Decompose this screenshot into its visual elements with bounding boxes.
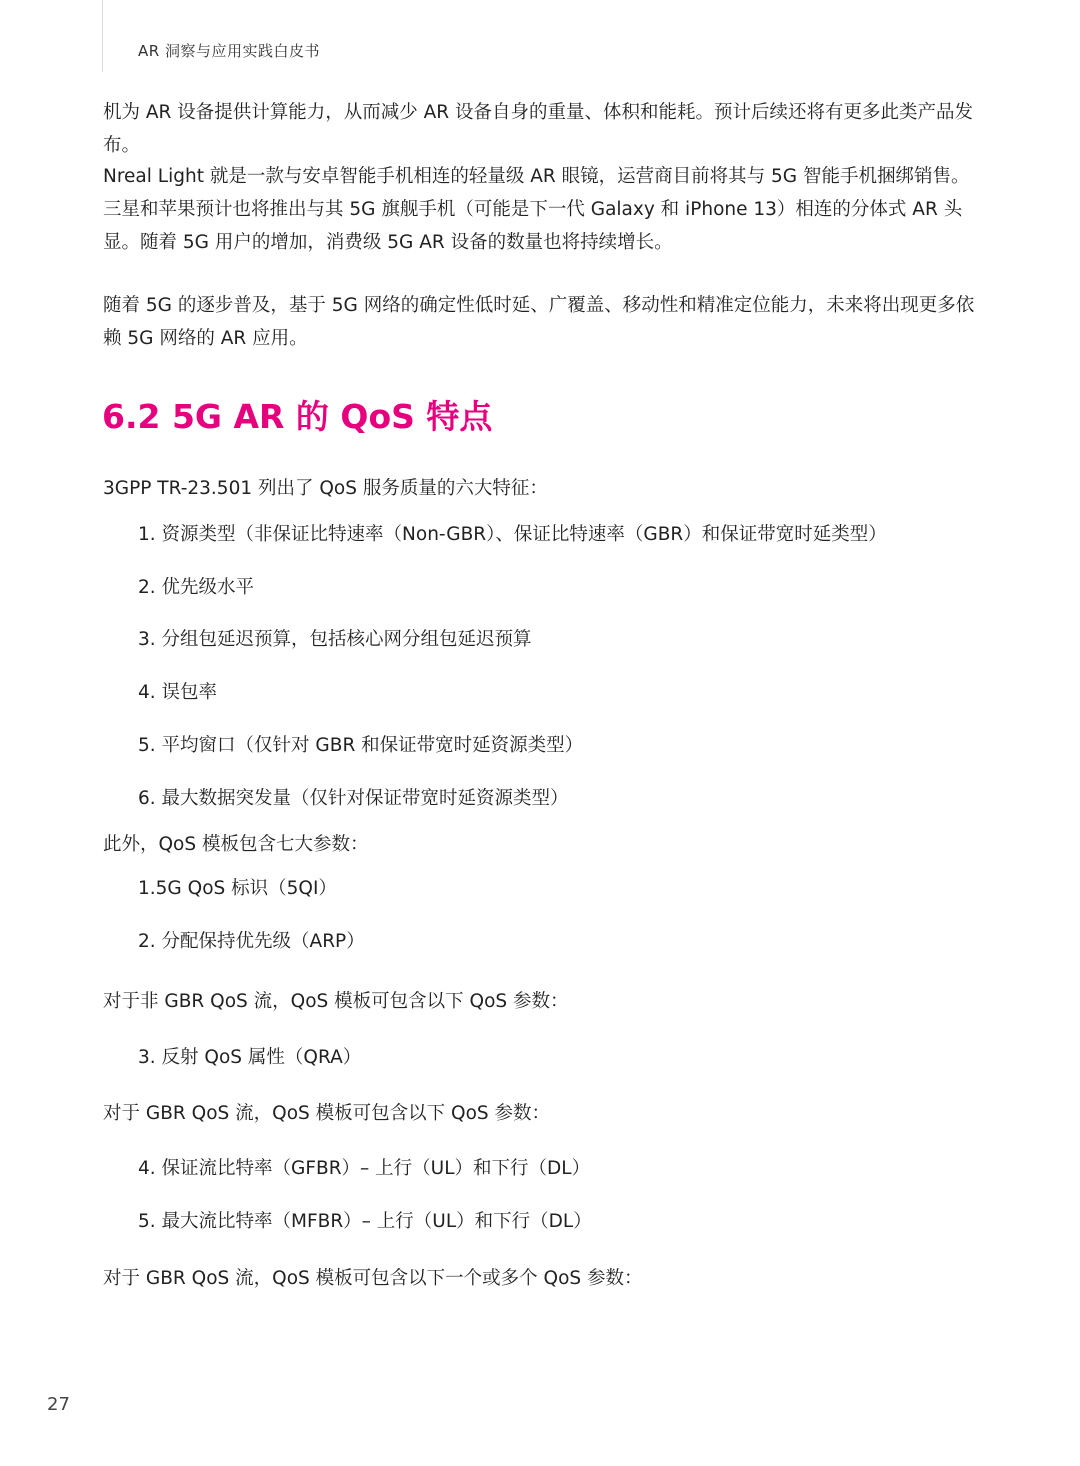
template-intro: 此外，QoS 模板包含七大参数： <box>103 834 369 855</box>
list-item: 5. 最大流比特率（MFBR）– 上行（UL）和下行（DL） <box>138 1211 592 1232</box>
list-item: 3. 反射 QoS 属性（QRA） <box>138 1047 362 1068</box>
running-header: AR 洞察与应用实践白皮书 <box>138 42 320 60</box>
header-divider <box>102 0 103 72</box>
page-number: 27 <box>47 1394 70 1415</box>
paragraph-nreal-light: Nreal Light 就是一款与安卓智能手机相连的轻量级 AR 眼镜，运营商目前将其与 5G 智能手机捆绑销售。三星和苹果预计也将推出与其 5G 旗舰手机（可能是下一代 Galaxy 和 iPhone 13）相连的分体式 AR 头显。随着 5G 用户的增加，消费级 5G AR 设备的数量也将持续增长。 <box>103 166 970 253</box>
list-item: 4. 误包率 <box>138 682 218 703</box>
gbr-optional-intro: 对于 GBR QoS 流，QoS 模板可包含以下一个或多个 QoS 参数： <box>103 1268 643 1289</box>
paragraph-5g-adoption: 随着 5G 的逐步普及，基于 5G 网络的确定性低时延、广覆盖、移动性和精准定位能力，未来将出现更多依赖 5G 网络的 AR 应用。 <box>103 295 975 349</box>
list-item: 4. 保证流比特率（GFBR）– 上行（UL）和下行（DL） <box>138 1158 591 1179</box>
list-item: 1.5G QoS 标识（5QI） <box>138 878 337 899</box>
list-item: 3. 分组包延迟预算，包括核心网分组包延迟预算 <box>138 629 532 650</box>
list-item: 2. 优先级水平 <box>138 577 255 598</box>
qos-intro: 3GPP TR-23.501 列出了 QoS 服务质量的六大特征： <box>103 478 548 499</box>
non-gbr-intro: 对于非 GBR QoS 流，QoS 模板可包含以下 QoS 参数： <box>103 991 569 1012</box>
list-item: 2. 分配保持优先级（ARP） <box>138 931 365 952</box>
gbr-intro: 对于 GBR QoS 流，QoS 模板可包含以下 QoS 参数： <box>103 1103 551 1124</box>
list-item: 1. 资源类型（非保证比特速率（Non-GBR）、保证比特速率（GBR）和保证带宽时延类型） <box>138 524 887 545</box>
list-item: 6. 最大数据突发量（仅针对保证带宽时延资源类型） <box>138 788 569 809</box>
list-item: 5. 平均窗口（仅针对 GBR 和保证带宽时延资源类型） <box>138 735 584 756</box>
paragraph-device-compute: 机为 AR 设备提供计算能力，从而减少 AR 设备自身的重量、体积和能耗。预计后续还将有更多此类产品发布。 <box>103 102 974 156</box>
section-title: 6.2 5G AR 的 QoS 特点 <box>102 397 493 436</box>
